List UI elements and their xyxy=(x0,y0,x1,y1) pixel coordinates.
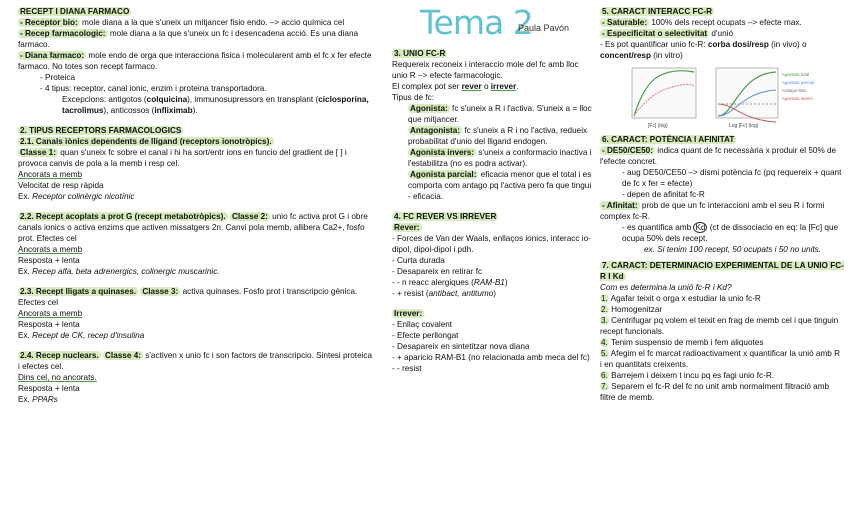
list-item: - Forces de Van der Waals, enllaços ionics, interacc io-dipol, dipol-dipol i pdh. xyxy=(392,234,591,254)
list-item: - es quantifica amb Kd (ct de dissociacio en eq: la [Fc] que ocupa 50% dels recept. xyxy=(622,223,839,243)
paragraph: 2.2. Recept acoplats a prot G (recept metabotròpics). Classe 2: unio fc activa prot G i obre canals ionics o activa enzims que activen missatgers 2n. Canvi pola memb, allibera Ca2+, fosfo prot. Efectes cel xyxy=(18,212,368,243)
left-plot-frame xyxy=(632,68,696,118)
subsection-title: 2.1. Canals iònics dependents de lligand (receptors ionotròpics). xyxy=(20,137,272,146)
step-item: 7. Separem el fc-R del fc no unit amb normalment filtració amb filtre de memb. xyxy=(600,382,830,402)
list-item: Ex. Recep alfa, beta adrenergics, colinergic muscarinic. xyxy=(18,267,220,276)
legend-item: Agonista total xyxy=(782,72,810,77)
subheading: Rever: xyxy=(394,223,420,232)
list-item: Ex. Receptor colinèrgic nicotínic xyxy=(18,192,135,201)
list-item: - - n reacc alergiques (RAM-B1) xyxy=(392,278,508,287)
paragraph: Classe 1: quan s'uneix fc sobre el canal i hi ha sort/entr ions en funcio del gradient de [ ] i provoca canvis de pola a la memb i resp cel. xyxy=(18,148,347,168)
list-item: Antagonista: fc s'uneix a R i no l'activa, redueix probabilitat d'unio del lligand endogen. xyxy=(408,126,588,146)
legend-item: Agonista invers xyxy=(782,96,813,101)
paragraph: - Diana farmaco: mole endo de orga que interacciona fisica i molecularent amb el fc x fer efecte farmaco. No totes son recept farmaco. xyxy=(18,51,372,71)
right-x-label: Log [Fc] (log) xyxy=(729,123,759,129)
paragraph: 2.4. Recep nuclears. Classe 4: s'activen x unio fc i son factors de transcripcio. Sintesi proteica i efectes cel. xyxy=(18,351,373,371)
section-title: 5. CARACT INTERACC FC-R xyxy=(602,7,713,16)
paragraph: Tipus de fc: xyxy=(392,93,435,102)
list-item: Agonista: fc s'uneix a R i l'activa. S'uneix a = lloc que mitjancer. xyxy=(408,104,592,124)
list-item: Dins cel, no ancorats. xyxy=(18,373,97,382)
author-name: Paula Pavón xyxy=(518,23,570,33)
paragraph: 2.3. Recept lligats a quinases. Classe 3: activa quinases. Fosfo prot i transcripcio gènica. Efectes cel xyxy=(18,287,358,307)
list-item: Ex. PPARs xyxy=(18,395,58,404)
column-left xyxy=(18,6,374,405)
list-item: Excepcions: antigotos (colquicina), immunosupressors en transplant (ciclosporina, tacrolimus), anticossos (infliximab). xyxy=(62,95,369,115)
step-item: 4. Tenim suspensio de memb i fem aliquotes xyxy=(601,338,764,347)
legend-item: Antagonista xyxy=(782,88,806,93)
paragraph: - Es pot quantificar unio fc-R: corba dosi/resp (in vivo) o concent/resp (in vitro) xyxy=(600,40,807,60)
list-item: - 4 tipus: receptor, canal ionic, enzim i proteina transportadora. xyxy=(40,84,267,93)
list-item: - + resist (antibact, antitumo) xyxy=(392,289,496,298)
dose-response-svg xyxy=(614,64,824,132)
paragraph: Requereix reconeix i interaccio mole del fc amb lloc unio R –> efecte farmacologic. xyxy=(392,60,579,80)
paragraph: - Recep farmacologic: mole diana a la que s'uneix un fc i desencadena acció. Es una diana farmaco. xyxy=(18,29,359,49)
subheading: Irrever: xyxy=(394,309,423,318)
section-title: 6. CARACT: POTÈNCIA I AFINITAT xyxy=(602,135,735,144)
section-title: 7. CARACT: DETERMINACIO EXPERIMENTAL DE LA UNIO FC-R I Kd xyxy=(600,261,844,281)
column-right xyxy=(600,6,844,403)
list-item: - aug DE50/CE50 –> dismi potència fc (pq requereix + quant de fc x fer = efecte) xyxy=(622,168,842,188)
paragraph: - Especificitat o selectivitat d'unió xyxy=(602,29,733,38)
step-item: 5. Afegim el fc marcat radioactivament x quantificar la unió amb R i en quantitats creixents. xyxy=(600,349,841,369)
step-item: 2. Homogenitzar xyxy=(601,305,663,314)
list-item: - Enllaç covalent xyxy=(392,320,453,329)
step-item: 1. Agafar teixit o orga x estudiar la unio fc-R xyxy=(601,294,761,303)
question: Com es determina la unió fc-R i Kd? xyxy=(600,283,732,292)
list-item: Velocitat de resp ràpida xyxy=(18,181,104,190)
list-item: Ancorats a memb xyxy=(18,245,83,254)
list-item: - Desapareix en retirar fc xyxy=(392,267,483,276)
list-item: - Curta durada xyxy=(392,256,445,265)
title-block xyxy=(420,4,600,44)
section-title: 4. FC REVER VS IRREVER xyxy=(394,212,497,221)
paragraph: - Afinitat: prob de que un fc interaccioni amb el seu R i formi complex fc-R. xyxy=(600,201,825,221)
dose-response-graph xyxy=(614,64,824,132)
list-item: - - resist xyxy=(392,364,422,373)
paragraph: - DE50/CE50: indica quant de fc necessària x produir el 50% de l'efecte concret. xyxy=(600,146,837,166)
list-item: Ancorats a memb xyxy=(18,170,83,179)
list-item: Ancorats a memb xyxy=(18,309,83,318)
section-title: 3. UNIO FC-R xyxy=(394,49,446,58)
list-item: - Efecte perllongat xyxy=(392,331,459,340)
right-plot-frame xyxy=(716,68,778,118)
step-item: 3. Centrifugar pq volem el teixit en frag de memb cel i que tinguin recept funcionals. xyxy=(600,316,839,336)
list-item: - depen de afinitat fc-R xyxy=(622,190,705,199)
paragraph: - Receptor bio: mole diana a la que s'uneix un mitjancer fisio endo. –> accio química cel xyxy=(20,18,345,27)
list-item: Resposta + lenta xyxy=(18,320,80,329)
list-item: Resposta + lenta xyxy=(18,384,80,393)
left-x-label: [Fc] (log) xyxy=(648,123,668,129)
list-item: - + aparicio RAM-B1 (no relacionada amb meca del fc) xyxy=(392,353,590,362)
paragraph: - Saturable: 100% dels recept ocupats –> efecte max. xyxy=(602,18,802,27)
example-note: ex. Si tenim 100 recept, 50 ocupats i 50 no units. xyxy=(644,245,822,254)
section-title: RECEPT I DIANA FARMACO xyxy=(20,7,130,16)
list-item: Ex. Recept de CK, recep d'insulina xyxy=(18,331,145,340)
list-item: Agonista parcial: eficacia menor que el total i es comporta com antago pq l'activa pero fa que tingui - eficacia. xyxy=(408,170,592,201)
list-item: - Proteica xyxy=(40,73,76,82)
list-item: Agonista invers: s'uneix a conformacio inactiva i l'estabilitza (no es podra activar). xyxy=(408,148,592,168)
list-item: - Desapareix en sintetitzar nova diana xyxy=(392,342,530,351)
column-middle xyxy=(392,48,592,374)
page-title: Tema 2 xyxy=(420,3,533,42)
step-item: 6. Barrejem i deixem t incu pq es fagi unio fc-R. xyxy=(601,371,775,380)
paragraph: El complex pot ser rever o irrever. xyxy=(392,82,519,91)
list-item: Resposta + lenta xyxy=(18,256,80,265)
section-title: 2. TIPUS RECEPTORS FARMACOLOGICS xyxy=(20,126,182,135)
legend-item: Agonista parcial xyxy=(782,80,815,85)
